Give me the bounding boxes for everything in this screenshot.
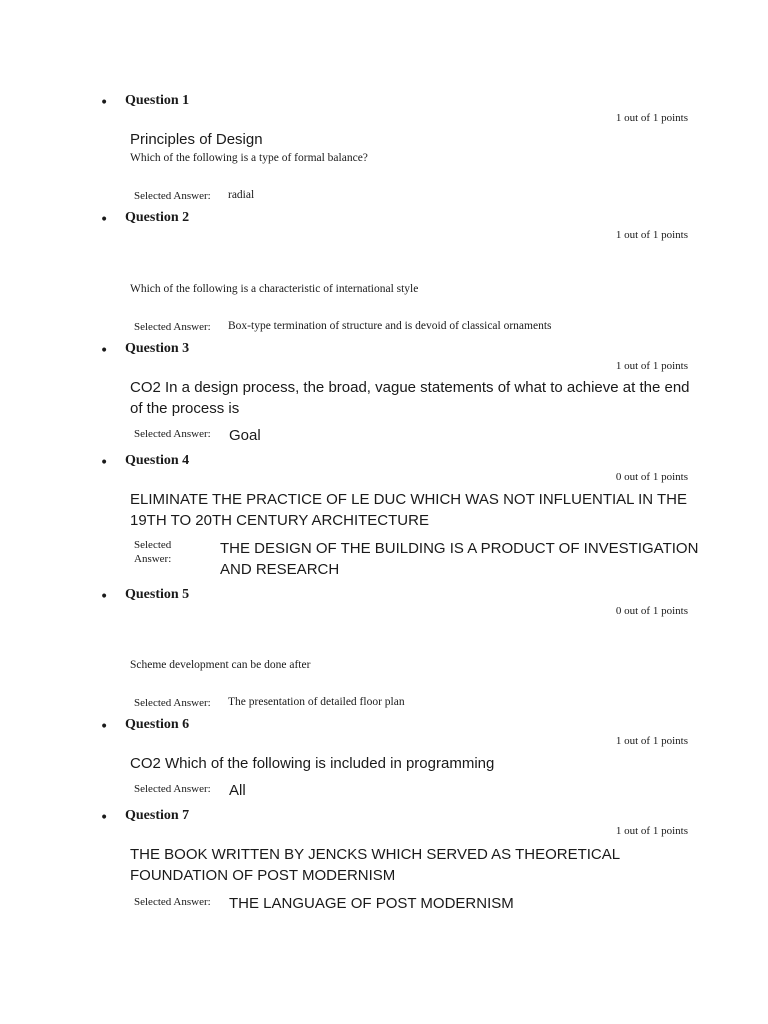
- question-points: 0 out of 1 points: [615, 605, 688, 617]
- bullet: •: [100, 95, 109, 111]
- selected-answer-label: Selected Answer:: [134, 896, 211, 908]
- selected-answer-label: Selected Answer:: [134, 321, 211, 333]
- question-prompt: CO2 Which of the following is included in programming: [130, 755, 495, 772]
- question-title: Question 2: [125, 210, 190, 225]
- question-points: 1 out of 1 points: [615, 360, 688, 372]
- selected-answer: radial: [228, 189, 255, 201]
- question-title: Question 4: [125, 453, 190, 468]
- selected-answer: Box-type termination of structure and is devoid of classical ornaments: [228, 320, 552, 332]
- question-prompt: Scheme development can be done after: [130, 659, 311, 671]
- bullet: •: [100, 343, 109, 359]
- question-points: 1 out of 1 points: [615, 229, 688, 241]
- selected-answer: Goal: [229, 427, 261, 444]
- selected-answer-label: Selected Answer:: [134, 539, 172, 565]
- selected-answer-label: Selected Answer:: [134, 428, 211, 440]
- selected-answer: THE DESIGN OF THE BUILDING IS A PRODUCT OF INVESTIGATION AND RESEARCH: [220, 540, 699, 578]
- selected-answer-label: Selected Answer:: [134, 190, 211, 202]
- bullet: •: [100, 455, 109, 471]
- bullet: •: [100, 810, 109, 826]
- question-prompt: ELIMINATE THE PRACTICE OF LE DUC WHICH WAS NOT INFLUENTIAL IN THE 19TH TO 20TH CENTURY ARCHITECTURE: [130, 491, 688, 529]
- selected-answer-label: Selected Answer:: [134, 783, 211, 795]
- bullet: •: [100, 719, 109, 735]
- question-title: Question 5: [125, 587, 190, 602]
- question-title: Question 1: [125, 93, 190, 108]
- question-prompt: Which of the following is a characteristic of international style: [130, 283, 419, 295]
- question-heading: Principles of Design: [130, 131, 263, 148]
- bullet: •: [100, 212, 109, 228]
- question-points: 1 out of 1 points: [615, 112, 688, 124]
- question-title: Question 3: [125, 341, 190, 356]
- selected-answer-label: Selected Answer:: [134, 697, 211, 709]
- question-prompt: CO2 In a design process, the broad, vague statements of what to achieve at the end of the process is: [130, 379, 690, 417]
- question-points: 1 out of 1 points: [615, 735, 688, 747]
- selected-answer: The presentation of detailed floor plan: [228, 696, 405, 708]
- question-title: Question 7: [125, 808, 190, 823]
- question-points: 1 out of 1 points: [615, 825, 688, 837]
- question-title: Question 6: [125, 717, 190, 732]
- bullet: •: [100, 589, 109, 605]
- question-prompt: THE BOOK WRITTEN BY JENCKS WHICH SERVED AS THEORETICAL FOUNDATION OF POST MODERNISM: [130, 846, 620, 884]
- question-points: 0 out of 1 points: [615, 471, 688, 483]
- question-prompt: Which of the following is a type of formal balance?: [130, 152, 368, 164]
- selected-answer: THE LANGUAGE OF POST MODERNISM: [229, 895, 514, 912]
- selected-answer: All: [229, 782, 246, 799]
